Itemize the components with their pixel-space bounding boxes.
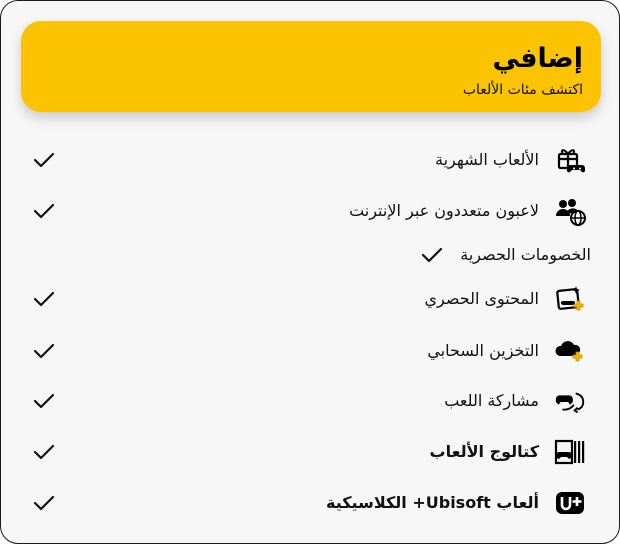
check-icon (33, 203, 55, 219)
cloud-storage-plus-icon (553, 335, 587, 367)
feature-label: لاعبون متعددون عبر الإنترنت (349, 201, 539, 220)
feature-row-share-play (1, 381, 619, 421)
game-catalog-icon (553, 436, 587, 468)
gift-controller-icon (553, 144, 587, 176)
feature-row-game-catalog (1, 432, 619, 472)
check-icon (33, 495, 55, 511)
feature-label: كتالوج الألعاب (429, 442, 539, 461)
plan-header (21, 21, 601, 112)
plan-subtitle: اكتشف مئات الألعاب (462, 82, 583, 98)
check-icon (33, 152, 55, 168)
feature-label: الألعاب الشهرية (434, 150, 539, 169)
feature-row-ubisoft-classics (1, 483, 619, 523)
feature-label: التخزين السحابي (427, 341, 539, 360)
check-icon (33, 343, 55, 359)
online-multiplayer-icon (553, 195, 587, 227)
feature-row-exclusive-discounts (1, 239, 619, 271)
feature-row-exclusive-content (1, 279, 619, 319)
feature-label: المحتوى الحصري (424, 289, 539, 308)
feature-row-monthly-games (1, 140, 619, 180)
plan-title: إضافي (492, 43, 583, 74)
check-icon (421, 247, 443, 263)
ubisoft-plus-icon (553, 487, 587, 519)
check-icon (33, 393, 55, 409)
feature-row-cloud-storage (1, 331, 619, 371)
feature-label: مشاركة اللعب (444, 391, 539, 410)
share-play-icon (553, 385, 587, 417)
check-icon (33, 444, 55, 460)
check-icon (33, 291, 55, 307)
exclusive-content-plus-icon (553, 283, 587, 315)
feature-label: ألعاب Ubisoft+ الكلاسيكية (326, 493, 539, 512)
feature-row-online-multiplayer (1, 191, 619, 231)
feature-label: الخصومات الحصرية (460, 245, 591, 264)
